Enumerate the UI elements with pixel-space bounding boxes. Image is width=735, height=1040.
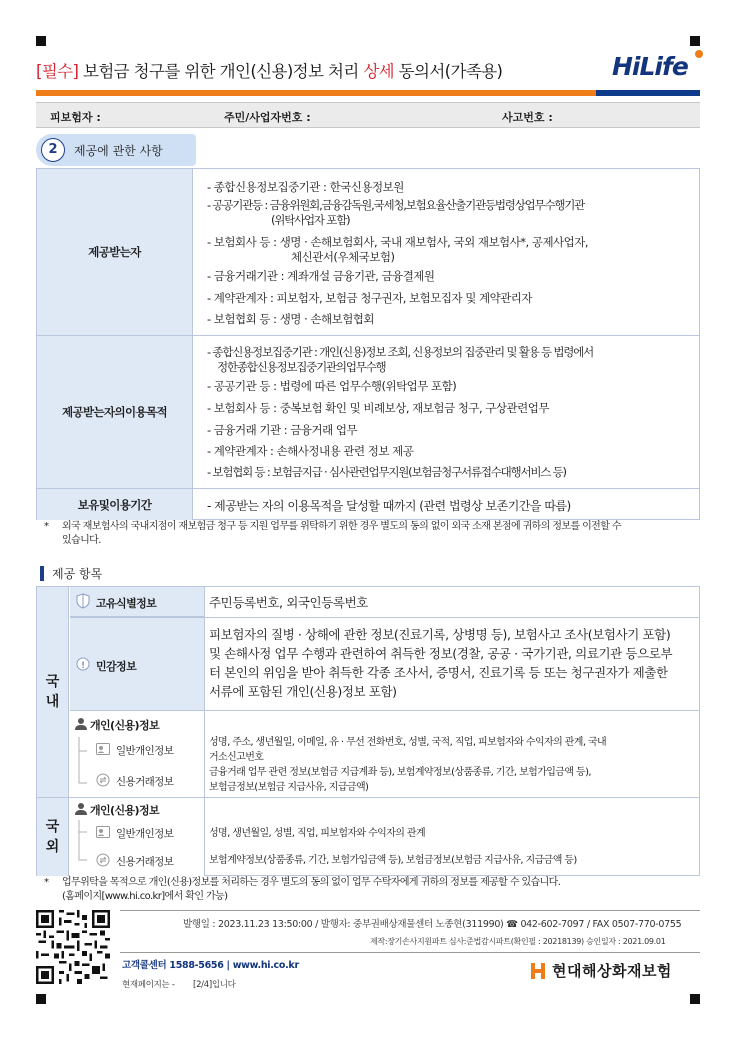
list-item: - 금융거래기관 : 계좌개설 금융기관, 금융결제원 (207, 269, 435, 283)
hilife-logo: HiLife (612, 52, 704, 92)
domestic-personal-label-cell: 개인(신용)정보 일반개인정보 신용거래정보 (70, 711, 205, 797)
info-bar (36, 102, 700, 128)
unique-id-value: 주민등록번호, 외국인등록번호 (209, 595, 368, 610)
insured-label: 피보험자 : (50, 111, 101, 124)
detail-emphasis: 상세 (363, 62, 395, 81)
footer-divider (120, 910, 700, 911)
person-icon (74, 802, 88, 816)
shield-icon (76, 593, 90, 609)
foreign-region-label: 국외 (37, 798, 69, 876)
domestic-region-label: 국내 (37, 587, 69, 797)
foreign-personal-label-cell: 개인(신용)정보 일반개인정보 신용거래정보 (70, 798, 205, 876)
list-item: - 금융거래 기관 : 금융거래 업무 (207, 423, 358, 437)
purpose-cell (193, 336, 699, 488)
review-info: 제작:장기손사지원파트 심사:준법감시파트(확인필 : 20218139) 승인일자 : 2021.09.01 (370, 937, 666, 946)
logo-dot-icon (694, 48, 706, 60)
accident-number-label: 사고번호 : (502, 111, 553, 124)
foreign-general-value: 성명, 생년월일, 성별, 직업, 피보험자와 수익자의 관계 (209, 828, 426, 839)
exchange-icon (96, 773, 110, 787)
list-item: - 공공기관 등 : 법령에 따른 업무수행(위탁업무 포함) (207, 379, 457, 393)
exchange-icon (96, 853, 110, 867)
title-underline-orange (36, 90, 596, 96)
list-item: 정한종합신용정보집중기관의업무수행 (217, 360, 386, 374)
provision-table (36, 168, 700, 520)
provision-items-table (36, 586, 700, 876)
svg-text:!: ! (81, 661, 85, 671)
list-item: - 종합신용정보집중기관 : 개인(신용)정보 조회, 신용정보의 집중관리 및 활용 등 법령에서 (207, 345, 594, 359)
id-card-icon (96, 826, 110, 838)
unique-id-label-cell: 고유식별정보 (70, 587, 205, 617)
call-center: 고객콜센터 1588-5656 | www.hi.co.kr (122, 960, 299, 971)
recipient-cell (193, 169, 699, 335)
list-item: - 계약관계자 : 피보험자, 보험금 청구권자, 보험모집자 및 계약관리자 (207, 291, 533, 305)
corner-mark (690, 994, 700, 1004)
list-item: - 제공받는 자의 이용목적을 달성할 때까지 (관련 법령상 보존기간을 따름) (207, 499, 571, 513)
foreign-credit-value: 보험계약정보(상품종류, 기간, 보험가입금액 등), 보험금정보(보험금 지급사유, 지급금액 등) (209, 855, 577, 866)
list-item: - 보험회사 등 : 중복보험 확인 및 비례보상, 재보험금 청구, 구상관련업무 (207, 401, 549, 415)
tree-branch-icon (78, 737, 88, 789)
corner-mark (36, 994, 46, 1004)
corner-mark (690, 36, 700, 46)
footer-divider (120, 952, 700, 953)
sensitive-value: 피보험자의 질병 · 상해에 관한 정보(진료기록, 상병명 등), 보험사고 조사(보험사기 포함) 및 손해사정 업무 수행과 관련하여 취득한 정보(경찰, 공공 · 국가기관, 의료기관 등으로부 터 본인의 위임을 받아 취득한 각종 조사서, 증명서, 진료기록 등 또는 청구권자가 제출한 서류에 포함된 개인(신용)정보 포함) (209, 627, 673, 699)
retention-label: 보유및이용기간 (37, 489, 193, 520)
list-item: - 보험협회 등 : 보험금지급 · 심사관련업무지원(보험금청구서류접수대행서비스 등) (207, 465, 566, 479)
qr-code-icon (36, 910, 110, 984)
footnote-outsourcing: * 업무위탁을 목적으로 개인(신용)정보를 처리하는 경우 별도의 동의 없이 업무 수탁자에게 귀하의 정보를 제공할 수 있습니다. (홈페이지[www.hi.co.kr]에서 확인 가능) (44, 877, 561, 902)
domestic-personal-value: 성명, 주소, 생년월일, 이메일, 유 · 무선 전화번호, 성별, 국적, 직업, 피보험자와 수익자의 관계, 국내 거소신고번호 금융거래 업무 관련 정보(보험금 지급계좌 등), 보험계약정보(상품종류, 기간, 보험가입금액 등), 보험금정보(보험금 지급사유, 지급금액) (209, 737, 607, 793)
section-heading (36, 134, 196, 166)
retention-cell (193, 489, 699, 520)
company-h-icon (530, 962, 546, 980)
required-tag: [필수] (36, 62, 79, 81)
list-item: - 보험회사 등 : 생명 · 손해보험회사, 국내 재보험사, 국외 재보험사*, 공제사업자, (207, 235, 589, 249)
section-title: 제공에 관한 사항 (74, 144, 163, 158)
issue-info: 발행일 : 2023.11.23 13:50:00 / 발행자: 중부권배상재물센터 노종현(311990) ☎ 042-602-7097 / FAX 0507-770-0755 (183, 919, 682, 930)
page-indicator: 현재페이지는 - [2/4]입니다 (122, 980, 236, 990)
section-number: 2 (41, 138, 65, 162)
footnote-overseas: * 외국 재보험사의 국내지점이 재보험금 청구 등 지원 업무를 위탁하기 위한 경우 별도의 동의 없이 외국 소재 본점에 귀하의 정보를 이전할 수 있습니다. (44, 521, 621, 546)
id-card-icon (96, 743, 110, 755)
id-number-label: 주민/사업자번호 : (224, 111, 311, 124)
corner-mark (36, 36, 46, 46)
list-item: (위탁사업자 포함) (271, 213, 350, 227)
caution-icon (76, 657, 90, 671)
recipient-label: 제공받는자 (37, 169, 193, 335)
title-underline-blue (596, 90, 700, 96)
person-icon (74, 717, 88, 731)
list-item: - 종합신용정보집중기관 : 한국신용정보원 (207, 180, 404, 194)
sensitive-label-cell: ! 민감정보 (70, 618, 205, 710)
list-item: 체신관서(우체국보험) (291, 250, 395, 264)
list-item: - 보험협회 등 : 생명 · 손해보험협회 (207, 312, 375, 326)
tree-branch-icon (78, 820, 88, 868)
list-item: - 공공기관등 : 금융위원회,금융감독원,국세청,보험요율산출기관등법령상업무수행기관 (207, 198, 585, 212)
document-title: [필수] 보험금 청구를 위한 개인(신용)정보 처리 상세 동의서(가족용) (36, 62, 503, 81)
purpose-label: 제공받는자의이용목적 (37, 336, 193, 488)
list-item: - 계약관계자 : 손해사정내용 관련 정보 제공 (207, 444, 414, 458)
heading-accent (40, 566, 44, 581)
